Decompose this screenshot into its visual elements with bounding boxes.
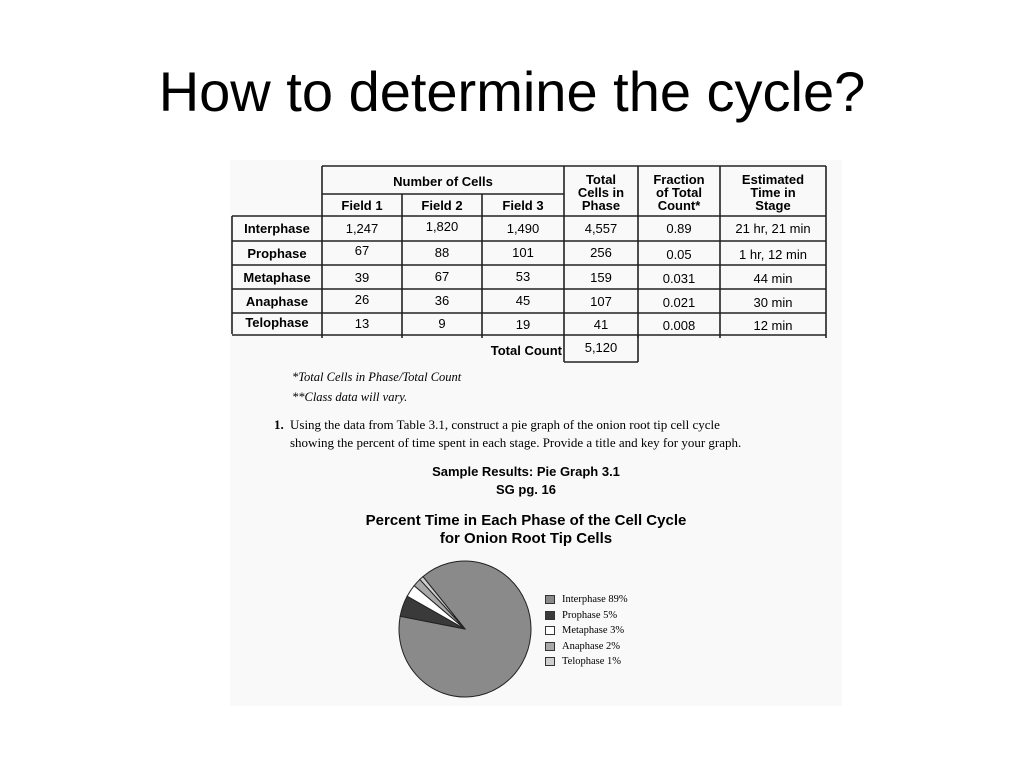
sample-results-page: SG pg. 16 <box>496 482 556 497</box>
row-label-interphase: Interphase <box>244 221 310 236</box>
header-fraction-line-2: of Total <box>656 184 702 200</box>
table-cell: 107 <box>590 293 612 309</box>
table-cell: 39 <box>354 269 370 285</box>
legend-item-telophase <box>545 654 628 670</box>
header-field-1: Field 1 <box>341 197 383 213</box>
scanned-worksheet <box>230 160 842 706</box>
legend-swatch <box>545 611 555 620</box>
pie-chart-title-line-1: Percent Time in Each Phase of the Cell Cycle <box>365 512 687 529</box>
table-cell: 45 <box>515 292 531 308</box>
question-line-2: showing the percent of time spent in each stage. Provide a title and key for your graph. <box>290 435 742 450</box>
table-cell: 88 <box>434 244 450 260</box>
table-cell: 36 <box>434 292 450 308</box>
pie-chart <box>390 558 540 700</box>
question-line-1: Using the data from Table 3.1, construct a pie graph of the onion root tip cell cycle <box>290 417 720 432</box>
table-cell: 9 <box>438 315 446 331</box>
legend-swatch <box>545 626 555 635</box>
question-1 <box>274 416 814 452</box>
legend-item-metaphase <box>545 623 628 639</box>
header-total-cells <box>564 168 638 216</box>
legend-item-interphase <box>545 592 628 608</box>
table-cell: 41 <box>593 316 609 332</box>
legend-swatch <box>545 657 555 666</box>
pie-chart-title-line-2: for Onion Root Tip Cells <box>439 530 613 547</box>
table-cell: 1,490 <box>506 221 540 236</box>
header-fraction-line-1: Fraction <box>653 171 705 187</box>
data-table <box>230 160 842 365</box>
table-cell: 0.021 <box>662 294 696 310</box>
table-cell: 67 <box>354 242 370 258</box>
pie-legend <box>545 592 628 670</box>
table-cell: 256 <box>590 244 612 260</box>
header-number-of-cells: Number of Cells <box>393 173 493 189</box>
legend-label: Telophase 1% <box>562 656 622 668</box>
table-cell: 4,557 <box>584 221 618 236</box>
legend-swatch <box>545 595 555 604</box>
row-label-telophase: Telophase <box>245 314 309 330</box>
total-count-value: 5,120 <box>584 339 618 355</box>
table-cell: 67 <box>434 268 450 284</box>
table-cell: 0.89 <box>666 221 692 236</box>
header-time-line-1: Estimated <box>741 171 805 187</box>
header-field-2: Field 2 <box>421 197 463 213</box>
table-cell: 101 <box>512 244 534 260</box>
total-count-label: Total Count <box>490 342 562 358</box>
legend-item-anaphase <box>545 639 628 655</box>
legend-swatch <box>545 642 555 651</box>
table-cell: 1,820 <box>425 219 459 234</box>
footnote-total-cells: *Total Cells in Phase/Total Count <box>292 370 462 384</box>
legend-label: Prophase 5% <box>562 609 618 621</box>
header-fraction-line-3: Count* <box>657 197 701 213</box>
legend-label: Metaphase 3% <box>562 625 625 637</box>
header-fraction <box>638 168 720 216</box>
table-cell: 26 <box>354 291 370 307</box>
table-cell: 0.05 <box>666 246 692 262</box>
header-estimated-time <box>720 168 826 216</box>
header-field-3: Field 3 <box>502 197 544 213</box>
table-cell: 13 <box>354 315 370 331</box>
table-cell: 0.008 <box>662 317 696 333</box>
footnote-class-data: **Class data will vary. <box>292 390 408 404</box>
table-cell: 53 <box>515 268 531 284</box>
header-total-line-1: Total <box>585 171 617 187</box>
legend-label: Interphase 89% <box>562 594 628 606</box>
row-label-metaphase: Metaphase <box>243 269 311 285</box>
legend-label: Anaphase 2% <box>562 640 621 652</box>
legend-item-prophase <box>545 608 628 624</box>
table-cell: 19 <box>515 316 531 332</box>
table-cell: 159 <box>590 269 612 285</box>
row-label-anaphase: Anaphase <box>245 293 309 309</box>
table-cell: 30 min <box>753 294 793 310</box>
table-cell: 12 min <box>753 317 793 333</box>
header-time-line-3: Stage <box>755 197 791 213</box>
table-cell: 44 min <box>753 270 793 286</box>
table-cell: 21 hr, 21 min <box>735 221 811 236</box>
question-number: 1. <box>274 417 284 432</box>
header-total-line-2: Cells in <box>577 184 625 200</box>
header-total-line-3: Phase <box>581 197 621 213</box>
table-cell: 0.031 <box>662 270 696 286</box>
sample-results-title: Sample Results: Pie Graph 3.1 <box>432 464 620 479</box>
table-cell: 1 hr, 12 min <box>739 246 807 262</box>
table-cell: 1,247 <box>345 221 379 236</box>
slide-title: How to determine the cycle? <box>158 60 866 123</box>
row-label-prophase: Prophase <box>247 245 307 261</box>
header-time-line-2: Time in <box>750 184 796 200</box>
